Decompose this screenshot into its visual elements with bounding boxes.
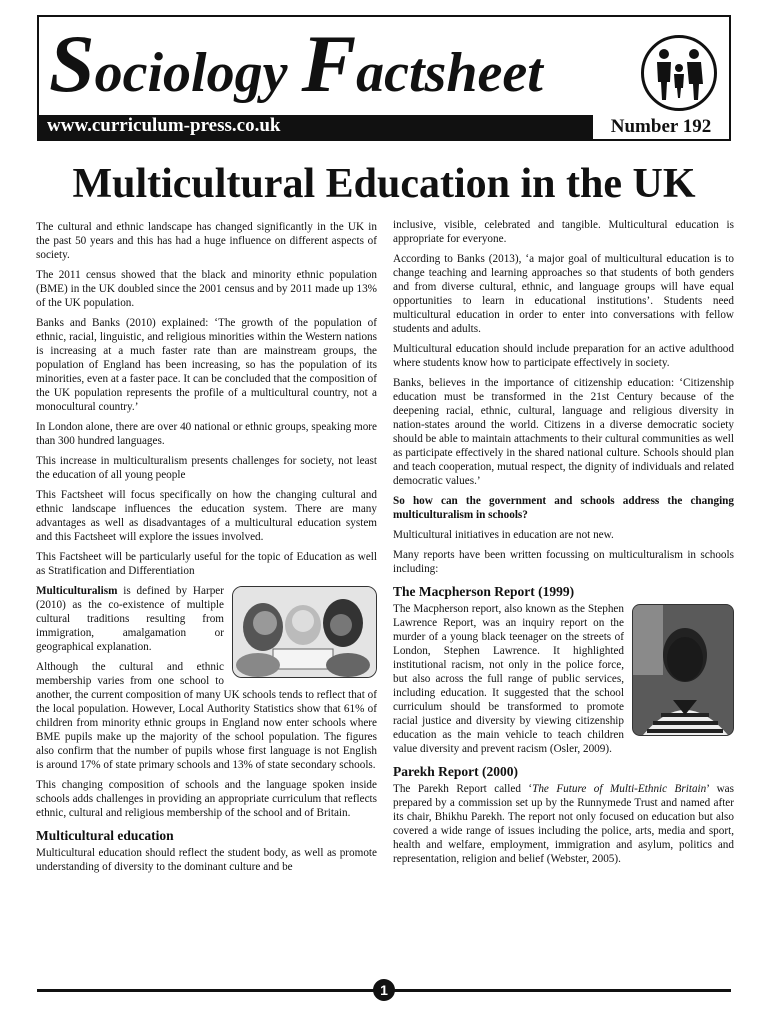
paragraph: inclusive, visible, celebrated and tangible. Multicultural education is appropriate for everyone.: [393, 219, 734, 245]
section-heading: Parekh Report (2000): [393, 764, 518, 779]
paragraph: Multicultural education should include preparation for an active adulthood where students know how to participate effectively in society.: [393, 343, 734, 369]
right-column: [393, 218, 734, 872]
page-number: 1: [373, 979, 395, 1001]
section-heading: Multicultural education: [36, 828, 174, 843]
paragraph: According to Banks (2013), ‘a major goal of multicultural education is to change teaching and learning approaches so that students of both genders and from diverse cultural, ethnic, and language groups will have equal opportunities to learn in educational institutions’. Students need multicultural education in order to enter into conversations with fellow students and adults.: [393, 253, 734, 335]
question-paragraph: So how can the government and schools address the changing multiculturalism in schools?: [393, 495, 734, 521]
paragraph: Although the cultural and ethnic membership varies from one school to another, the current composition of many UK schools tends to reflect that of the local population. However, Local Authority Statistics show that 61% of children from minority ethnic groups in England now enter schools where BME pupils make up the majority of the school population. The figures also confirm that the number of pupils whose first language is not English is around 17% of state primary schools and 13% of state secondary schools.: [36, 661, 377, 771]
paragraph: Many reports have been written focussing on multiculturalism in schools including:: [393, 549, 734, 575]
paragraph: The cultural and ethnic landscape has changed significantly in the UK in the past 50 years and this has had a huge influence on different aspects of society.: [36, 221, 377, 261]
page-title: Multicultural Education in the UK: [72, 161, 696, 207]
website-link[interactable]: www.curriculum-press.co.uk: [47, 115, 281, 136]
term-multiculturalism: Multiculturalism: [36, 585, 118, 597]
paragraph: Multicultural initiatives in education are not new.: [393, 529, 614, 541]
brand-wordmark: Sociology Factsheet: [49, 18, 543, 109]
paragraph: This Factsheet will focus specifically on how the changing cultural and ethnic landscape influences the education system. There are many advantages as well as disadvantages of a multicultural education system and this Factsheet will explore the issues involved.: [36, 489, 377, 543]
children-illustration: [232, 586, 377, 678]
section-heading: The Macpherson Report (1999): [393, 584, 575, 599]
paragraph: The Parekh Report called ‘The Future of Multi-Ethnic Britain’ was prepared by a commission set up by the Runnymede Trust and named after its chair, Bhikhu Parekh. The report not only focused on education but also covered a wide range of issues including the police, arts, media and sport, health and welfare, employment, immigration and asylum, politics and representation, religion and belief (Webster, 2005).: [393, 783, 734, 865]
paragraph: Banks and Banks (2010) explained: ‘The growth of the population of ethnic, racial, linguistic, and religious minorities within the Western nations is increasing at a much faster rate than are mainstream groups, the population of England has been increasing, so has the population of its minorities, even at a faster pace. It can be concluded that the composition of the UK population represents the profile of a multicultural country, not a monocultural country.’: [36, 317, 377, 413]
paragraph: The Macpherson report, also known as the Stephen Lawrence Report, was an inquiry report on the murder of a young black teenager on the streets of London, Stephen Lawrence. It highlighted institutional racism, not only in the police force, but also across the full range of public services, including education. It suggested that the school curriculum should be transformed to promote racial justice and diversity by viewing citizenship education as the main vehicle to teach children value diversity and prevent racism (Osler, 2009).: [393, 603, 624, 755]
masthead: [37, 15, 731, 141]
paragraph: Banks, believes in the importance of citizenship education: ‘Citizenship education must be transformed in the 21st Century because of the deepening racial, ethnic, cultural, language and religious diversity in nation-states around the world. Citizens in a diverse democratic society should be able to maintain attachments to their cultural communities as well as participate effectively in the shared national culture. Schools should plan and teach cooperation, mutual respect, the dignity of individuals and related democratic values.’: [393, 377, 734, 487]
paragraph: This increase in multiculturalism presents challenges for society, not least the education of all young people: [36, 455, 377, 481]
left-column: [36, 220, 377, 880]
paragraph: This Factsheet will be particularly useful for the topic of Education as well as Stratification and Differentiation: [36, 551, 377, 577]
paragraph: Multicultural education should reflect the student body, as well as promote understanding of diversity to the dominant culture and be: [36, 847, 377, 873]
paragraph: This changing composition of schools and the language spoken inside schools adds challenges in providing an appropriate curriculum that reflects ethnic, cultural and religious membership of the school and of Britain.: [36, 779, 377, 819]
issue-number: Number 192: [591, 115, 729, 139]
masthead-strip: [39, 115, 729, 139]
paragraph: The 2011 census showed that the black and minority ethnic population (BME) in the UK doubled since the 2001 census and by 2011 made up 13% of the UK population.: [36, 269, 377, 309]
definition-paragraph: Multiculturalism is defined by Harper (2010) as the co-existence of multiple cultural traditions resulting from immigration, amalgamation or geographical explanation.: [36, 585, 224, 653]
family-icon: [641, 35, 717, 111]
paragraph: In London alone, there are over 40 national or ethnic groups, speaking more than 300 hundred languages.: [36, 421, 377, 447]
report-title: The Future of Multi-Ethnic Britain: [532, 783, 707, 795]
stephen-lawrence-photo: [632, 604, 734, 736]
